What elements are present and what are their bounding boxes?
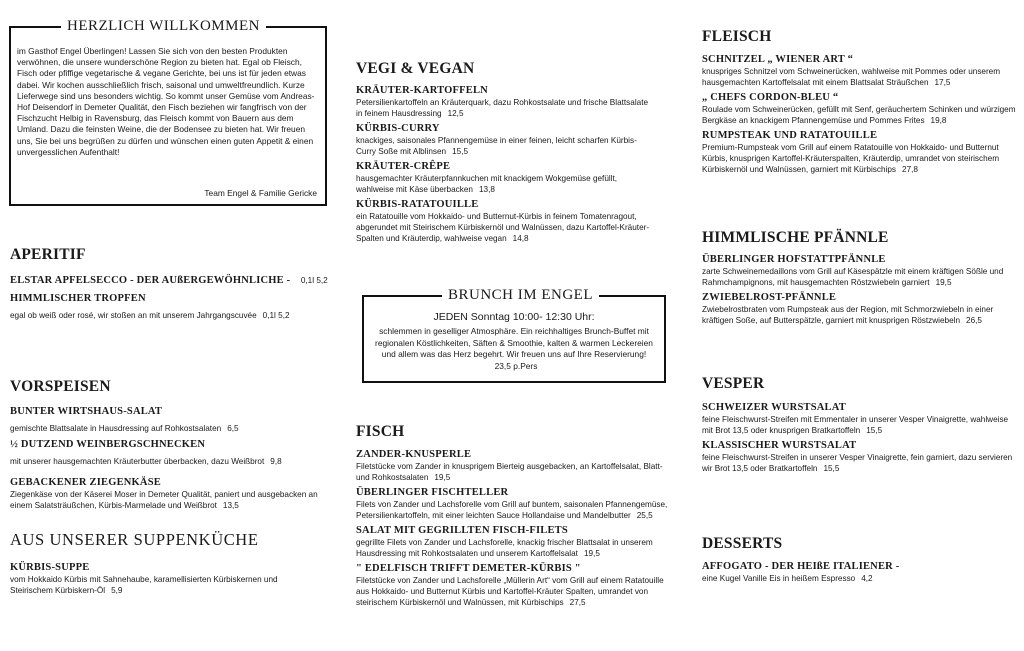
brunch-title: BRUNCH IM ENGEL	[442, 287, 599, 303]
menu-item	[702, 561, 1018, 584]
item-desc: Premium-Rumpsteak vom Grill auf einem Ratatouille von Hokkaido- und Butternut Kürbis, knusprigen Kartoffel-Kräuterspalten, Kräuterdip, umrandet von steirischem Kürbiskernöl und Walnüssen, garniert mit Kürbischips	[702, 143, 1000, 174]
item-name: KÜRBIS-CURRY	[356, 123, 440, 134]
menu-item	[356, 487, 672, 521]
item-name: KÜRBIS-RATATOUILLE	[356, 199, 479, 210]
brunch-body	[372, 326, 656, 372]
menu-item	[356, 123, 656, 157]
item-name: BUNTER WIRTSHAUS-SALAT	[10, 406, 163, 417]
item-desc: eine Kugel Vanille Eis in heißem Espresso	[702, 574, 856, 583]
item-desc-wrap	[702, 414, 1018, 436]
item-price: 14,8	[512, 234, 529, 243]
item-desc-wrap	[702, 66, 1018, 88]
vorspeisen-section	[10, 378, 328, 511]
item-price: 15,5	[452, 147, 469, 156]
item-name: ½ DUTZEND WEINBERGSCHNECKEN	[10, 439, 206, 450]
pfaennle-section	[702, 229, 1018, 326]
item-desc: zarte Schweinemedaillons vom Grill auf Käsespätzle mit einem kräftigen Sößle und Rahmchampignons, mit hausgemachten Röstzwiebeln garniert	[702, 267, 1004, 287]
item-desc-wrap	[702, 304, 1018, 326]
item-desc: knackiges, saisonales Pfannengemüse in einer feinen, leicht scharfen Kürbis-Curry Soße mit Alblinsen	[356, 136, 637, 156]
item-desc: Zwiebelrostbraten vom Rumpsteak aus der Region, mit Schmorzwiebeln in einer kräftigen Soße, auf Butterspätzle, garniert mit knusprigen Röstzwiebeln	[702, 305, 994, 325]
welcome-signature: Team Engel & Familie Gericke	[204, 188, 317, 198]
desserts-title: DESSERTS	[702, 535, 783, 552]
item-desc: gegrillte Filets von Zander und Lachsforelle, knackig frischer Blattsalat in unserem Hausdressing mit Rohkostsalaten und unserem Kartoffelsalat	[356, 538, 653, 558]
menu-item	[356, 449, 672, 483]
item-desc-wrap	[356, 97, 656, 119]
aperitif-section	[10, 246, 340, 323]
item-desc: feine Fleischwurst-Streifen in unserer Vesper Vinaigrette, fein garniert, dazu servieren wir Brot 13,5 oder Bratkartoffeln	[702, 453, 1013, 473]
item-desc-wrap	[702, 104, 1018, 126]
vesper-section	[702, 375, 1018, 474]
item-desc: vom Hokkaido Kürbis mit Sahnehaube, karamellisierten Kürbiskernen und Steirischem Kürbiskern-Öl	[10, 575, 278, 595]
item-price: 27,5	[569, 598, 586, 607]
aperitif-title: APERITIF	[10, 246, 86, 263]
vegi-title: VEGI & VEGAN	[356, 60, 475, 77]
welcome-box	[9, 18, 327, 206]
item-desc: hausgemachter Kräuterpfannkuchen mit knackigem Wokgemüse gefüllt, wahlweise mit Käse überbacken	[356, 174, 618, 194]
menu-item	[10, 477, 328, 511]
menu-item	[702, 130, 1018, 175]
item-price: 13,5	[222, 501, 239, 510]
menu-item	[702, 254, 1018, 288]
menu-item	[356, 563, 672, 608]
item-name: ELSTAR APFELSECCO - DER AUßERGEWÖHNLICHE -	[10, 275, 291, 286]
menu-item	[702, 402, 1018, 436]
item-desc: knuspriges Schnitzel vom Schweinerücken, wahlweise mit Pommes oder unserem hausgemachten Kartoffelsalat mit einem Blattsalat Sträußchen	[702, 67, 1001, 87]
item-desc: Petersilienkartoffeln an Kräuterquark, dazu Rohkostsalate und frische Blattsalate in feinem Hausdressing	[356, 98, 649, 118]
item-price: 19,8	[930, 116, 947, 125]
item-price: 0,1l 5,2	[300, 276, 328, 285]
item-name: SCHNITZEL „ WIENER ART “	[702, 54, 854, 65]
item-name: HIMMLISCHER TROPFEN	[10, 293, 146, 304]
vegi-section	[356, 60, 656, 244]
item-desc: Ziegenkäse von der Käserei Moser in Demeter Qualität, paniert und ausgebacken an einem Salatsträußchen, Kürbis-Marmelade und Weißbrot	[10, 490, 318, 510]
item-name: ZANDER-KNUSPERLE	[356, 449, 472, 460]
menu-item	[10, 270, 340, 288]
item-price: 25,5	[636, 511, 653, 520]
item-desc-wrap	[356, 575, 672, 608]
item-desc-wrap	[356, 537, 672, 559]
welcome-title: HERZLICH WILLKOMMEN	[61, 18, 266, 34]
menu-item	[356, 525, 672, 559]
item-desc-wrap	[10, 574, 310, 596]
item-price: 26,5	[966, 316, 982, 325]
brunch-price: 23,5 p.Pers	[494, 360, 538, 371]
item-desc: Filetstücke vom Zander in knusprigem Bierteig ausgebacken, an Kartoffelsalat, Blatt- und Rohkostsalaten	[356, 462, 663, 482]
item-desc-wrap	[10, 489, 328, 511]
menu-item	[10, 406, 328, 436]
item-desc: gemischte Blattsalate in Hausdressing auf Rohkostsalaten	[10, 424, 222, 433]
item-name: GEBACKENER ZIEGENKÄSE	[10, 477, 161, 488]
suppen-section	[10, 530, 310, 596]
item-desc: Filets von Zander und Lachsforelle vom Grill auf buntem, saisonalen Pfannengemüse, Petersilienkartoffeln, mit einer leichten Sauce Hollandaise und Mandelbutter	[356, 500, 668, 520]
item-desc: egal ob weiß oder rosé, wir stoßen an mit unserem Jahrgangscuvée	[10, 311, 257, 320]
item-name: KRÄUTER-KARTOFFELN	[356, 85, 488, 96]
menu-item	[10, 439, 328, 469]
menu-item	[702, 54, 1018, 88]
item-name: „ CHEFS CORDON-BLEU “	[702, 92, 839, 103]
item-name: KRÄUTER-CRÊPE	[356, 161, 451, 172]
item-name: RUMPSTEAK UND RATATOUILLE	[702, 130, 878, 141]
item-name: ZWIEBELROST-PFÄNNLE	[702, 292, 837, 303]
item-desc-wrap	[702, 573, 1018, 584]
item-name: SCHWEIZER WURSTSALAT	[702, 402, 846, 413]
brunch-headline: JEDEN Sonntag 10:00- 12:30 Uhr:	[433, 311, 595, 323]
item-price: 13,8	[478, 185, 495, 194]
fleisch-title: FLEISCH	[702, 28, 772, 45]
pfaennle-title: HIMMLISCHE PFÄNNLE	[702, 229, 889, 246]
suppen-title: AUS UNSERER SUPPENKÜCHE	[10, 530, 259, 549]
item-price: 4,2	[861, 574, 873, 583]
item-price: 17,5	[934, 78, 951, 87]
item-name: AFFOGATO - DER HEIßE ITALIENER -	[702, 561, 900, 572]
menu-item	[10, 293, 340, 323]
item-desc-wrap	[356, 173, 656, 195]
item-desc: mit unserer hausgemachten Kräuterbutter überbacken, dazu Weißbrot	[10, 457, 265, 466]
item-price: 5,9	[111, 586, 123, 595]
brunch-text: schlemmen in geselliger Atmosphäre. Ein reichhaltiges Brunch-Buffet mit regionalen Köstlichkeiten, Säften & Smoothie, kalten & warmen Leckereien und allem was das Herz begehrt. Wir freuen uns auf Ihre Reservierung!	[375, 326, 653, 359]
item-desc-wrap	[702, 266, 1018, 288]
item-price: 0,1l 5,2	[262, 311, 290, 320]
fisch-title: FISCH	[356, 423, 405, 440]
menu-item	[702, 440, 1018, 474]
item-name: ÜBERLINGER FISCHTELLER	[356, 487, 509, 498]
item-price: 27,8	[902, 165, 918, 174]
fleisch-section	[702, 28, 1018, 175]
item-desc-wrap	[356, 499, 672, 521]
item-desc: ein Ratatouille vom Hokkaido- und Butternut-Kürbis in feinem Tomatenragout, abgerundet mit Steirischem Kürbiskernöl und Walnüssen, dazu Kartoffel-Kräuter-Spalten und Kräuterdip, wahlweise vegan	[356, 212, 650, 243]
menu-item	[702, 92, 1018, 126]
item-name: KÜRBIS-SUPPE	[10, 562, 90, 573]
fisch-section	[356, 423, 672, 608]
menu-item	[10, 562, 310, 596]
item-name: KLASSISCHER WURSTSALAT	[702, 440, 857, 451]
item-price: 12,5	[447, 109, 464, 118]
menu-item	[356, 85, 656, 119]
item-price: 19,5	[434, 473, 451, 482]
menu-item	[356, 199, 656, 244]
welcome-text: im Gasthof Engel Überlingen! Lassen Sie sich von den besten Produkten verwöhnen, die unsere wunderschöne Region zu bieten hat. Egal ob Fleisch, Fisch oder pfiffige vegetarische & vegane Gerichte, bei uns ist für jeden etwas dabei. Wir kochen ausschließlich frisch, saisonal und umweltfreundlich. Kurze Lieferwege sind uns besonders wichtig. So kommt unser Gemüse vom Andreas-Hof Deisendorf in Demeter Qualität, den Fisch beziehen wir fangfrisch von der Fischzucht Helbig in Ravensburg, das Fleisch kommt von Bauern aus dem Umland. Dazu die feinsten Weine, die der Bodensee zu bieten hat. Wir freuen uns, Sie bei uns begrüßen zu dürfen und wünschen einen guten Appetit & einen unvergesslichen Aufenthalt!	[17, 46, 315, 157]
menu-item	[356, 161, 656, 195]
desserts-section	[702, 535, 1018, 584]
item-price: 19,5	[583, 549, 600, 558]
item-name: " EDELFISCH TRIFFT DEMETER-KÜRBIS "	[356, 563, 581, 574]
vesper-title: VESPER	[702, 375, 765, 392]
item-name: ÜBERLINGER HOFSTATTPFÄNNLE	[702, 254, 886, 265]
item-desc-wrap	[356, 461, 672, 483]
item-desc-wrap	[356, 211, 656, 244]
vorspeisen-title: VORSPEISEN	[10, 378, 111, 395]
item-price: 19,5	[935, 278, 952, 287]
item-price: 15,5	[823, 464, 840, 473]
item-desc-wrap	[702, 142, 1018, 175]
menu-item	[702, 292, 1018, 326]
item-price: 9,8	[270, 457, 282, 466]
item-price: 15,5	[866, 426, 883, 435]
item-desc: Filetstücke von Zander und Lachsforelle „Müllerin Art“ vom Grill auf einem Ratatouille aus Hokkaido- und Butternut Kürbis und Kartoffel-Kräuter Spalten, umrandet von steirischem Kürbiskernöl und Walnüssen, mit Kürbischips	[356, 576, 664, 607]
item-desc: Roulade vom Schweinerücken, gefüllt mit Senf, geräuchertem Schinken und würzigem Bergkäse an knackigem Pfannengemüse und Pommes Frites	[702, 105, 1016, 125]
item-desc-wrap	[356, 135, 656, 157]
item-desc: feine Fleischwurst-Streifen mit Emmentaler in unserer Vesper Vinaigrette, wahlweise mit Brot 13,5 oder knusprigen Bratkartoffeln	[702, 415, 1009, 435]
brunch-box	[362, 287, 666, 383]
item-desc-wrap	[702, 452, 1018, 474]
item-name: SALAT MIT GEGRILLTEN FISCH-FILETS	[356, 525, 568, 536]
item-price: 6,5	[227, 424, 239, 433]
